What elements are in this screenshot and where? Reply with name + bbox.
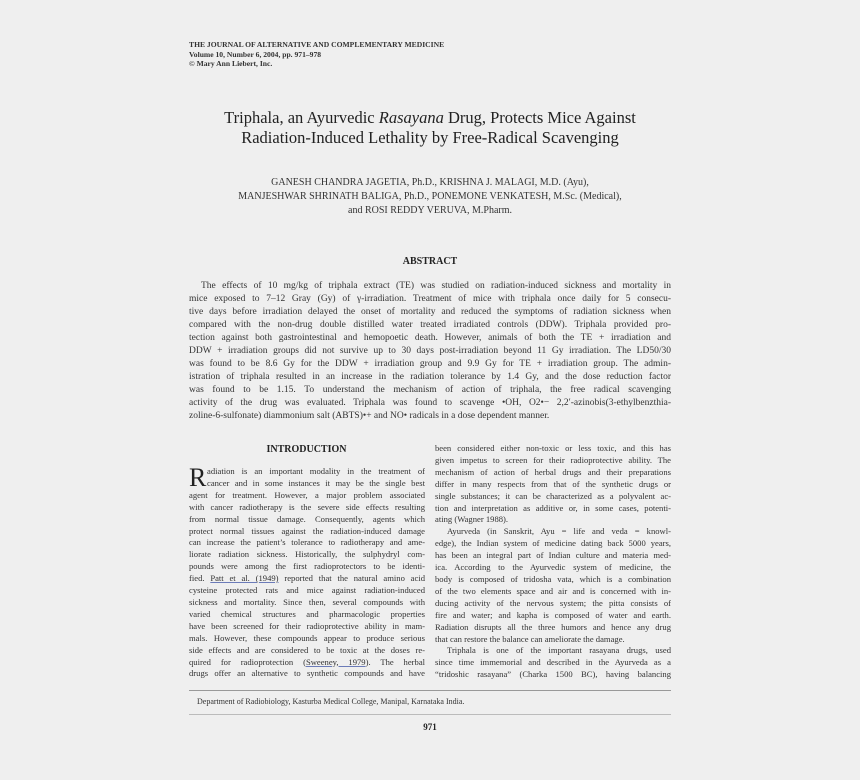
body-line: Triphala is one of the important rasayana drugs, used — [447, 645, 671, 656]
body-line: that can restore the balance can ameliorate the damage. — [435, 633, 625, 644]
body-line: been considered either non-toxic or less toxic, and this has — [435, 443, 671, 453]
abstract-line: istration of triphala resulted in an increase in the radiation tolerance by 1.4 Gy, and the dose reduction factor — [189, 372, 671, 382]
body-line: mals. However, these compounds appear to produce serious — [189, 632, 425, 643]
body-line: adiation is an important modality in the treatment of — [207, 466, 425, 476]
body-column-right — [435, 443, 671, 681]
affiliation-footnote: Department of Radiobiology, Kasturba Medical College, Manipal, Karnataka India. — [197, 697, 465, 706]
abstract-line: tive days before irradiation delayed the onset of mortality and reduced the symptoms of radiation sickness when — [189, 307, 671, 317]
journal-name: THE JOURNAL OF ALTERNATIVE AND COMPLEMENTARY MEDICINE — [189, 40, 445, 49]
body-line: agent for treatment. However, a major problem associated — [189, 489, 425, 500]
footnote-divider — [189, 690, 671, 691]
body-line: “tridoshic rasayana” (Charka 1500 BC), having balancing — [435, 669, 671, 680]
body-line: varied chemical structures and pharmacologic properties — [189, 608, 425, 619]
paper-title — [130, 108, 730, 148]
abstract-line: was found to be 8.6 Gy for the DDW + irradiation group and 9.9 Gy for TE + irradiation group. The admin- — [189, 359, 671, 369]
citation-link-sweeney[interactable]: Sweeney, 1979 — [305, 656, 366, 667]
body-line: ica. According to the Ayurvedic system of medicine, the — [435, 562, 671, 573]
body-line: Radiation disrupts all the three humors and hence any drug — [435, 621, 671, 632]
body-line: differ in many respects from that of the synthetic drugs or — [435, 478, 671, 489]
abstract-line: was found to be 1.15. To understand the mechanism of action of triphala, the free radical scavenging — [189, 385, 671, 395]
abstract-line: compared with the non-drug double distilled water treated irradiated controls (DDW). Triphala provided pro- — [189, 320, 671, 330]
body-line: pounds were among the first radioprotectors to be identi- — [189, 561, 425, 572]
page-number: 971 — [423, 722, 437, 732]
author-line: MANJESHWAR SHRINATH BALIGA, Ph.D., PONEMONE VENKATESH, M.Sc. (Medical), — [238, 191, 622, 202]
body-line: protect normal tissues against the radiation-induced damage — [189, 525, 425, 536]
abstract-line: activity of the drug was evaluated. Triphala was found to scavenge •OH, O2•− 2,2′-azinobis(3-ethylbenzthia- — [189, 398, 671, 408]
body-line: edge), the Indian system of medicine dating back 5000 years, — [435, 538, 671, 549]
body-line: has been an integral part of Indian culture and materia med- — [435, 550, 671, 561]
author-line: GANESH CHANDRA JAGETIA, Ph.D., KRISHNA J. MALAGI, M.D. (Ayu), — [271, 177, 589, 188]
abstract-line: tection against both gastrointestinal and hemopoetic death. However, animals of both the TE + irradiation and — [189, 333, 671, 343]
body-line: body is composed of tridosha vata, which is a combination — [435, 573, 671, 584]
author-line: and ROSI REDDY VERUVA, M.Pharm. — [348, 205, 512, 216]
body-line: ducing activity of the nervous system; the pitta consists of — [435, 597, 671, 608]
body-line: single substances; it can be characterized as a polyvalent ac- — [435, 490, 671, 501]
body-line: quired for radioprotection (Sweeney, 1979). The herbal — [189, 656, 425, 667]
body-line: liorate radiation sickness. Historically, the sulphydryl com- — [189, 549, 425, 560]
body-column-left — [189, 463, 425, 680]
journal-copyright: © Mary Ann Liebert, Inc. — [189, 59, 273, 68]
body-line: from normal tissue damage. Consequently, agents which — [189, 513, 425, 524]
introduction-heading: INTRODUCTION — [266, 444, 347, 455]
body-line: given impetus to screen for their radioprotective ability. The — [435, 454, 671, 465]
body-line: sickness and mortality. Since then, several compounds with — [189, 596, 425, 607]
title-line-1: Triphala, an Ayurvedic Rasayana Drug, Protects Mice Against — [224, 108, 636, 127]
body-line: can increase the patient’s tolerance to radiotherapy and ame- — [189, 537, 425, 548]
abstract-line: DDW + irradiation groups did not survive up to 30 days post-irradiation beyond 11 Gy irradiation. The LD50/30 — [189, 346, 671, 356]
body-line: of the two elements space and air and is concerned with in- — [435, 585, 671, 596]
abstract-heading: ABSTRACT — [402, 256, 458, 267]
author-list — [130, 176, 730, 218]
body-line: have been screened for their radioprotective ability in mam- — [189, 620, 425, 631]
body-line: with cancer radiotherapy is the severe side effects resulting — [189, 501, 425, 512]
body-line: side effects and are considered to be toxic at the doses re- — [189, 644, 425, 655]
abstract-line: The effects of 10 mg/kg of triphala extract (TE) was studied on radiation-induced sickness and mortality in — [201, 281, 671, 291]
body-line: fied. Patt et al. (1949) reported that the natural amino acid — [189, 573, 425, 584]
journal-volume: Volume 10, Number 6, 2004, pp. 971–978 — [189, 49, 322, 59]
body-line: cancer and in some instances it may be the single best — [207, 477, 425, 488]
page-bottom-divider — [189, 714, 671, 715]
title-line-2: Radiation-Induced Lethality by Free-Radical Scavenging — [241, 128, 619, 147]
body-line: tion and interpretation as additive or, in some cases, potenti- — [435, 502, 671, 513]
abstract-line: mice exposed to 7–12 Gray (Gy) of γ-irradiation. Treatment of mice with triphala once daily for 5 consecu- — [189, 294, 671, 304]
body-line: mechanism of action of herbal drugs and their preparations — [435, 466, 671, 477]
journal-header — [189, 40, 444, 69]
body-line: fire and water; and kapha is composed of water and earth. — [435, 609, 671, 620]
abstract-line: zoline-6-sulfonate) diammonium salt (ABTS)•+ and NO• radicals in a dose dependent manner. — [189, 411, 550, 421]
drop-cap: R — [189, 463, 207, 492]
citation-link-patt[interactable]: Patt et al. (1949) — [210, 573, 279, 584]
abstract-body — [189, 280, 671, 423]
body-line: cysteine protected rats and mice against radiation-induced — [189, 585, 425, 596]
body-line: Ayurveda (in Sanskrit, Ayu = life and veda = knowl- — [447, 526, 671, 537]
body-line: ating (Wagner 1988). — [435, 514, 509, 525]
body-line: since time immemorial and described in the Ayurveda as a — [435, 657, 671, 668]
body-line: drugs offer an alternative to synthetic compounds and have — [189, 668, 425, 679]
